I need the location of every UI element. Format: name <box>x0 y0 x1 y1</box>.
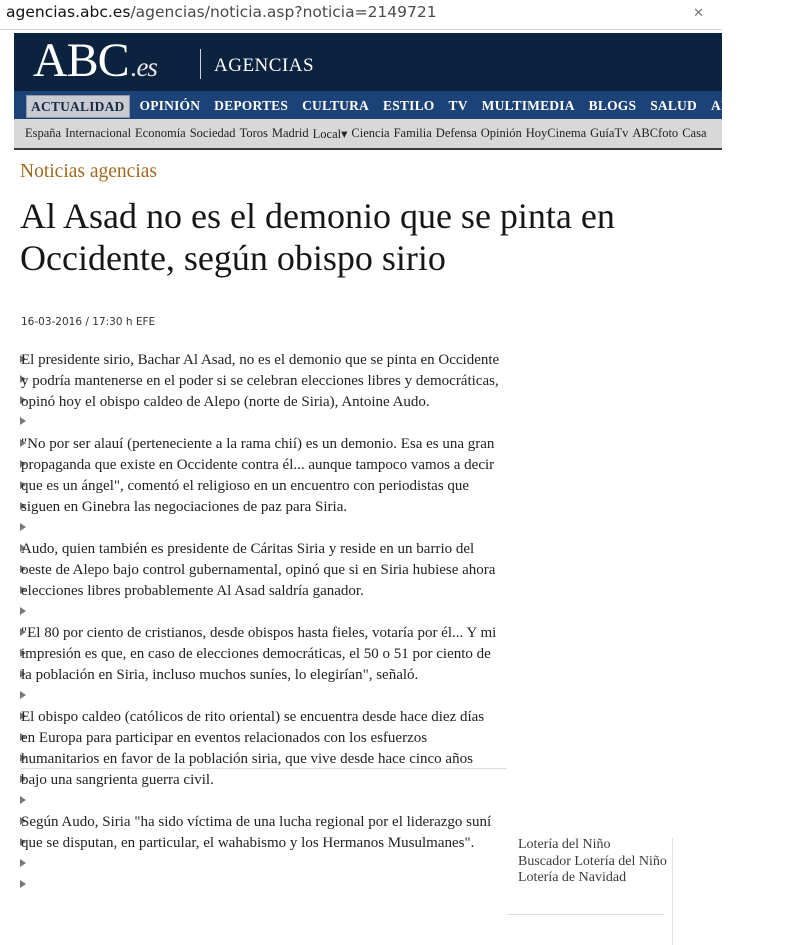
article-paragraph: "El 80 por ciento de cristianos, desde obispos hasta fieles, votaría por él... Y mi impresión es que, en caso de elecciones democráticas, el 50 o 51 por ciento de la población en Siria, incluso muchos suníes, lo elegirían", señaló. <box>21 625 497 683</box>
subnav-item[interactable]: Internacional <box>65 126 132 140</box>
nav-item[interactable]: ARCHIVO <box>710 98 778 113</box>
nav-item[interactable]: ESTILO <box>383 98 435 113</box>
masthead <box>14 33 722 91</box>
subnav-item[interactable]: Sociedad <box>189 126 236 140</box>
close-icon[interactable]: ✕ <box>693 6 704 21</box>
subnav-item[interactable]: ABCfoto <box>632 126 679 140</box>
subnav-item[interactable]: España <box>25 126 62 140</box>
url-host: agencias.abc.es <box>6 3 131 21</box>
subnav-item[interactable]: Toros <box>239 126 268 140</box>
sidebar-divider <box>672 838 673 945</box>
nav-item[interactable]: OPINIÓN <box>139 98 201 113</box>
nav-item[interactable]: BLOGS <box>588 98 637 113</box>
article-body <box>21 350 501 875</box>
sidebar-links <box>518 837 668 887</box>
subnav-item[interactable]: Economía <box>135 126 186 140</box>
sub-nav <box>14 119 722 150</box>
subnav-item[interactable]: Ciencia <box>351 126 390 140</box>
sidebar-link-loteria-navidad[interactable]: Lotería de Navidad <box>518 870 627 885</box>
subnav-item[interactable]: Madrid <box>271 126 309 140</box>
nav-item[interactable]: ACTUALIDAD <box>26 95 130 118</box>
logo-main: ABC <box>33 34 129 87</box>
abc-logo[interactable] <box>33 33 157 88</box>
subnav-item[interactable]: Local▾ <box>312 127 348 141</box>
subnav-item[interactable]: Casa <box>682 126 707 140</box>
sidebar-link-loteria-nino[interactable]: Lotería del Niño <box>518 837 611 852</box>
subnav-item[interactable]: Defensa <box>435 126 477 140</box>
nav-item[interactable]: DEPORTES <box>214 98 289 113</box>
logo-suffix: .es <box>130 52 157 82</box>
sidebar-link-buscador[interactable]: Buscador Lotería del Niño <box>518 853 667 869</box>
article-paragraph: "No por ser alauí (perteneciente a la rama chií) es un demonio. Esa es una gran propaganda que existe en Occidente contra él... aunque tampoco vamos a decir que es un ángel", comentó el religioso en un encuentro con periodistas que siguen en Ginebra las negociaciones de paz para Siria. <box>21 436 495 515</box>
subnav-item[interactable]: HoyCinema <box>525 126 587 140</box>
article-paragraph: Audo, quien también es presidente de Cáritas Siria y reside en un barrio del oeste de Alepo bajo control gubernamental, opinó que si en Siria hubiese ahora elecciones libres probablemente Al Asad saldría ganador. <box>21 541 496 599</box>
masthead-divider <box>200 49 201 79</box>
nav-item[interactable]: SALUD <box>650 98 697 113</box>
address-bar[interactable] <box>0 0 722 30</box>
marker-arrow-icon <box>20 880 26 888</box>
url-text[interactable] <box>6 3 437 21</box>
article-kicker[interactable]: Noticias agencias <box>20 161 157 182</box>
article-meta: 16-03-2016 / 17:30 h EFE <box>21 316 156 328</box>
left-gutter <box>0 31 13 151</box>
article-title: Al Asad no es el demonio que se pinta en Occidente, según obispo sirio <box>20 196 615 278</box>
article-paragraph: Según Audo, Siria "ha sido víctima de una lucha regional por el liderazgo suní que se disputan, en particular, el wahabismo y los Hermanos Musulmanes". <box>21 814 492 851</box>
nav-item[interactable]: MULTIMEDIA <box>481 98 575 113</box>
url-path: /agencias/noticia.asp?noticia=2149721 <box>130 3 437 21</box>
subnav-item[interactable]: GuíaTv <box>590 126 629 140</box>
subnav-item[interactable]: Opinión <box>480 126 522 140</box>
article-paragraph: El obispo caldeo (católicos de rito oriental) se encuentra desde hace diez días en Europa para participar en eventos relacionados con los esfuerzos humanitarios en favor de la población siria, que vive desde hace cinco años bajo una sangrienta guerra civil. <box>21 709 485 788</box>
section-title[interactable]: AGENCIAS <box>214 55 315 76</box>
nav-item[interactable]: CULTURA <box>302 98 369 113</box>
divider <box>508 914 664 915</box>
main-nav <box>14 91 778 119</box>
article-paragraph: El presidente sirio, Bachar Al Asad, no es el demonio que se pinta en Occidente y podría mantenerse en el poder si se celebran elecciones libres y democráticas, opinó hoy el obispo caldeo de Alepo (norte de Siria), Antoine Audo. <box>21 352 500 410</box>
divider <box>21 768 507 769</box>
nav-item[interactable]: TV <box>448 98 468 113</box>
subnav-item[interactable]: Familia <box>393 126 432 140</box>
